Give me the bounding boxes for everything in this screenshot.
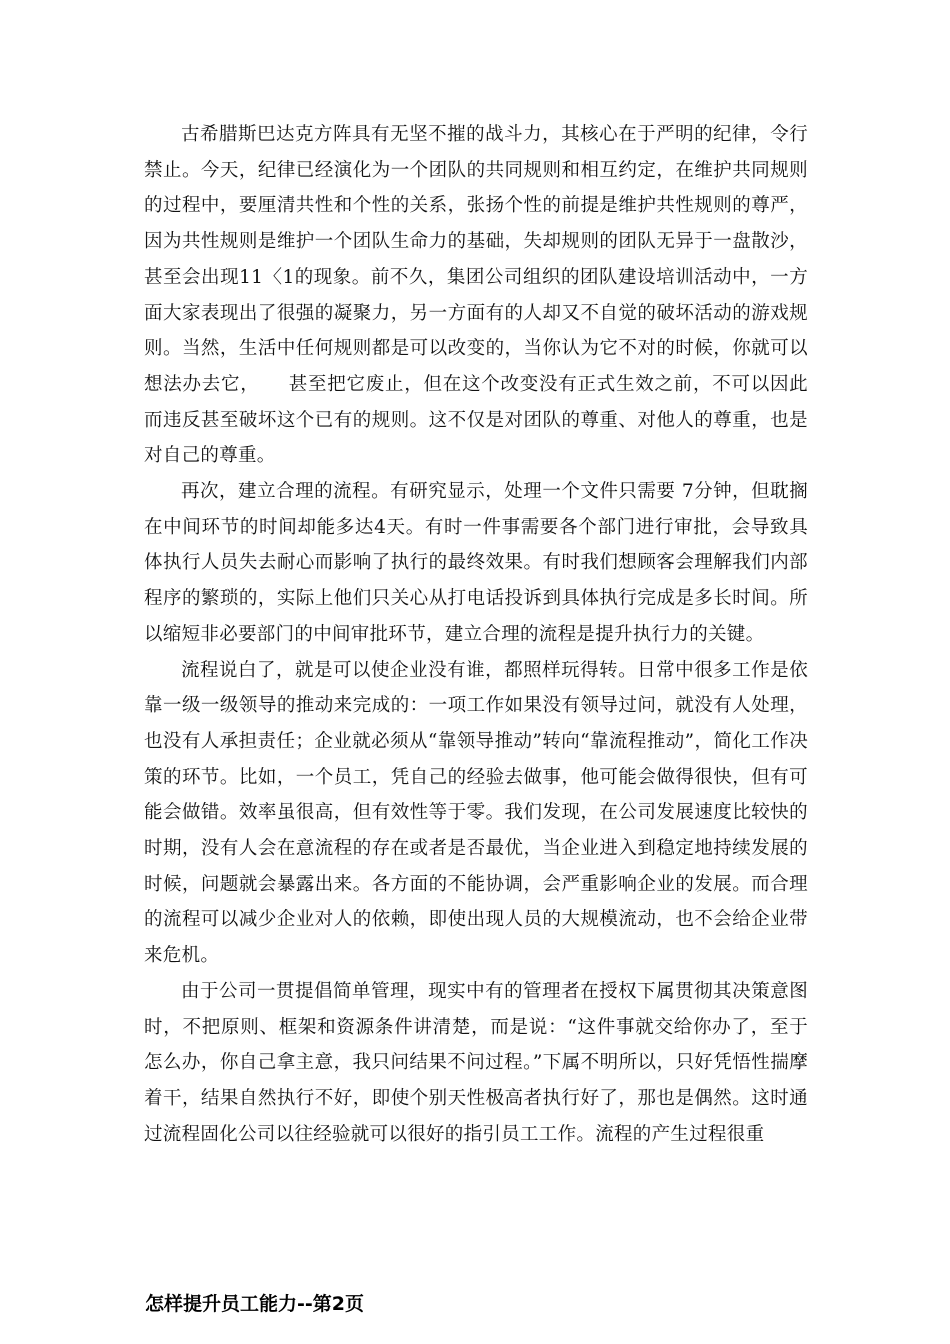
paragraph-process-explained: 流程说白了，就是可以使企业没有谁，都照样玩得转。日常中很多工作是依靠一级一级领导的推动来完成的：一项工作如果没有领导过问，就没有人处理，也没有人承担责任；企业就必须从“靠领导推动”转向“靠流程推动”，简化工作决策的环节。比如，一个员工，凭自己的经验去做事，他可能会做得很快，但有可能会做错。效率虽很高，但有效性等于零。我们发现，在公司发展速度比较快的时期，没有人会在意流程的存在或者是否最优，当企业进入到稳定地持续发展的时候，问题就会暴露出来。各方面的不能协调，会严重影响企业的发展。而合理的流程可以减少企业对人的依赖，即使出现人员的大规模流动，也不会给企业带来危机。 bbox=[144, 659, 808, 967]
document-body bbox=[144, 117, 808, 1152]
paragraph-process-intro: 再次，建立合理的流程。有研究显示，处理一个文件只需要 7分钟，但耽搁在中间环节的时间却能多达4天。有时一件事需要各个部门进行审批，会导致具体执行人员失去耐心而影响了执行的最终效果。有时我们想顾客会理解我们内部程序的繁琐的，实际上他们只关心从打电话投诉到具体执行完成是多长时间。所以缩短非必要部门的中间审批环节，建立合理的流程是提升执行力的关键。 bbox=[144, 481, 808, 645]
paragraph-discipline: 古希腊斯巴达克方阵具有无坚不摧的战斗力，其核心在于严明的纪律，令行禁止。今天，纪律已经演化为一个团队的共同规则和相互约定，在维护共同规则的过程中，要厘清共性和个性的关系，张扬个性的前提是维护共性规则的尊严，因为共性规则是维护一个团队生命力的基础，失却规则的团队无异于一盘散沙，甚至会出现11〈1的现象。前不久，集团公司组织的团队建设培训活动中，一方面大家表现出了很强的凝聚力，另一方面有的人却又不自觉的破坏活动的游戏规则。当然，生活中任何规则都是可以改变的，当你认为它不对的时候，你就可以想法办去它， 甚至把它废止，但在这个改变没有正式生效之前，不可以因此而违反甚至破坏这个已有的规则。这不仅是对团队的尊重、对他人的尊重，也是对自己的尊重。 bbox=[144, 124, 808, 467]
page-footer: 怎样提升员工能力--第2页 bbox=[145, 1293, 364, 1315]
paragraph-delegation: 由于公司一贯提倡简单管理，现实中有的管理者在授权下属贯彻其决策意图时，不把原则、框架和资源条件讲清楚，而是说：“这件事就交给你办了，至于怎么办，你自己拿主意，我只问结果不问过程。”下属不明所以，只好凭悟性揣摩着干，结果自然执行不好，即使个别天性极高者执行好了，那也是偶然。这时通过流程固化公司以往经验就可以很好的指引员工工作。流程的产生过程很重 bbox=[144, 980, 808, 1145]
